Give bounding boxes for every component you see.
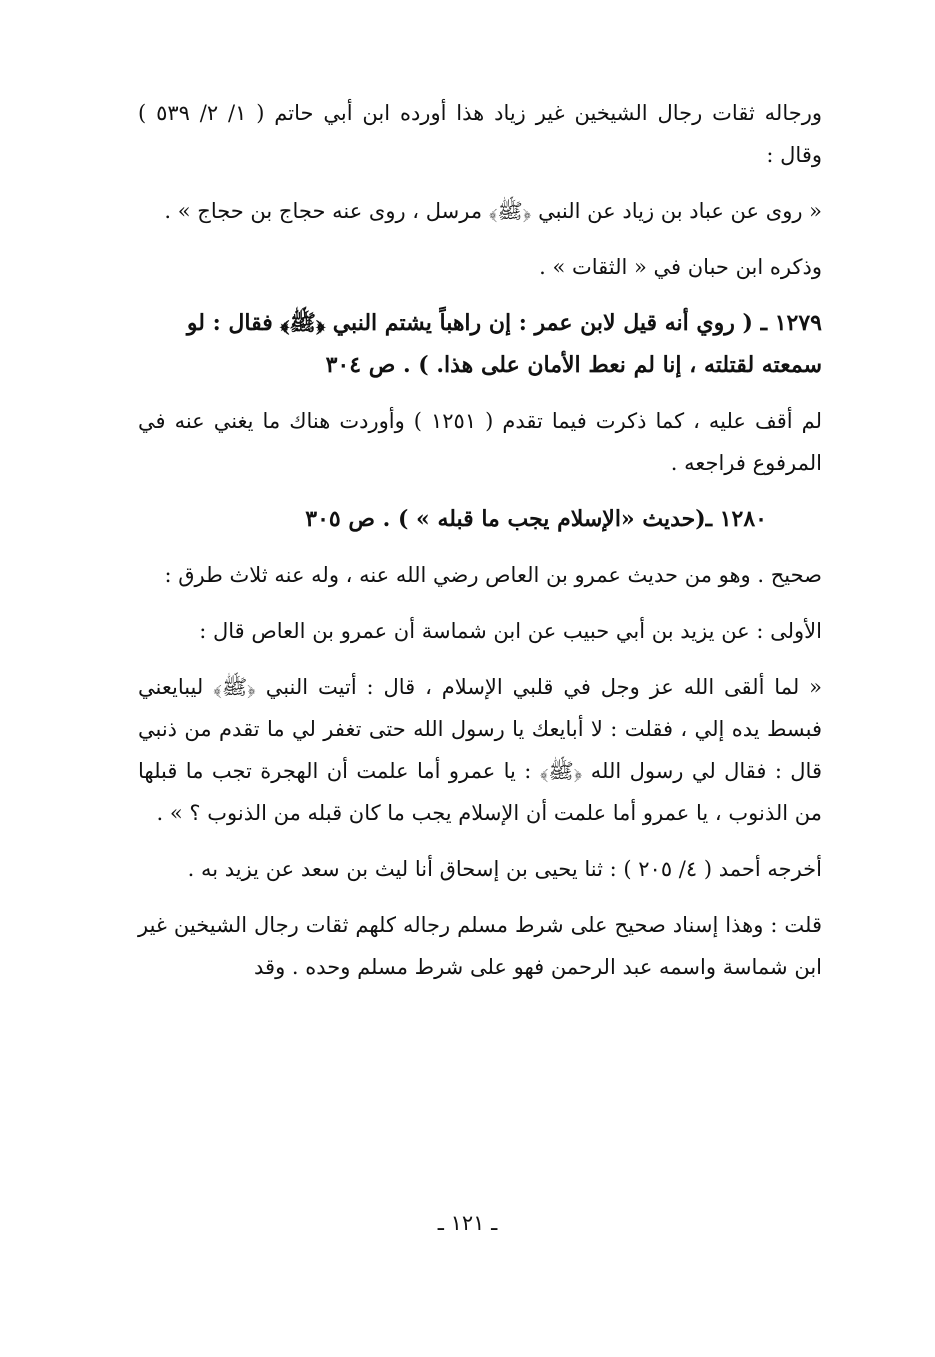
paragraph-quote-ibn-abi-hatim: « روى عن عباد بن زياد عن النبي ﴿ﷺ﴾ مرسل ، روى عنه حجاج بن حجاج » . xyxy=(164,199,822,223)
hadith-heading-1279: ١٢٧٩ ـ ( روي أنه قيل لابن عمر : إن راهباً يشتم النبي ﴿ﷺ﴾ فقال : لو سمعته لقتلته ، إنا لم نعط الأمان على هذا. ) . ص ٣٠٤ xyxy=(186,310,822,378)
page-body xyxy=(138,92,822,1002)
paragraph-not-found: لم أقف عليه ، كما ذكرت فيما تقدم ( ١٢٥١ ) وأوردت هناك ما يغني عنه في المرفوع فراجعه . xyxy=(138,409,822,475)
paragraph-hadith-text: « لما ألقى الله عز وجل في قلبي الإسلام ، قال : أتيت النبي ﴿ﷺ﴾ ليبايعني فبسط يده إلي ، فقلت : لا أبايعك يا رسول الله حتى تغفر لي ما تقدم من ذنبي قال : فقال لي رسول الله ﴿ﷺ﴾ : يا عمرو أما علمت أن الهجرة تجب ما قبلها من الذنوب ، يا عمرو أما علمت أن الإسلام يجب ما كان قبله من الذنوب ؟ » . xyxy=(138,675,822,825)
paragraph-takhrij-ahmad: أخرجه أحمد ( ٤/ ٢٠٥ ) : ثنا يحيى بن إسحاق أنا ليث بن سعد عن يزيد به . xyxy=(187,857,822,881)
paragraph-ibn-hibban: وذكره ابن حبان في « الثقات » . xyxy=(539,255,822,279)
page-number: ـ ١٢١ ـ xyxy=(437,1211,498,1235)
paragraph-isnad-comment: قلت : وهذا إسناد صحيح على شرط مسلم رجاله كلهم ثقات رجال الشيخين غير ابن شماسة واسمه عبد الرحمن فهو على شرط مسلم وحده . وقد xyxy=(138,913,822,979)
paragraph-narrators: ورجاله ثقات رجال الشيخين غير زياد هذا أورده ابن أبي حاتم ( ١/ ٢/ ٥٣٩ ) وقال : xyxy=(138,101,822,167)
paragraph-first-route: الأولى : عن يزيد بن أبي حبيب عن ابن شماسة أن عمرو بن العاص قال : xyxy=(199,619,822,643)
hadith-heading-1280: ١٢٨٠ ـ(حديث «الإسلام يجب ما قبله » ) . ص ٣٠٥ xyxy=(305,506,767,532)
paragraph-sahih: صحيح . وهو من حديث عمرو بن العاص رضي الله عنه ، وله عنه ثلاث طرق : xyxy=(164,563,822,587)
